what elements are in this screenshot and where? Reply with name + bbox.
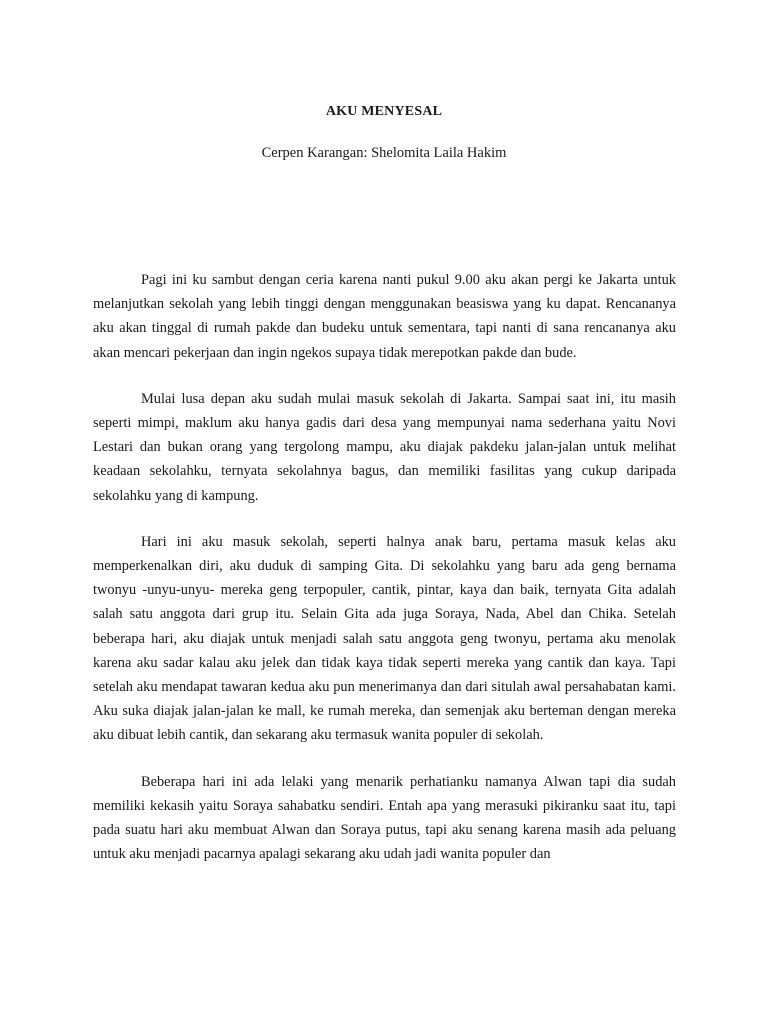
paragraph-4: Beberapa hari ini ada lelaki yang menarik perhatianku namanya Alwan tapi dia sudah memiliki kekasih yaitu Soraya sahabatku sendiri. Entah apa yang merasuki pikiranku saat itu, tapi pada suatu hari aku membuat Alwan dan Soraya putus, tapi aku senang karena masih ada peluang untuk aku menjadi pacarnya apalagi sekarang aku udah jadi wanita populer dan <box>93 773 676 863</box>
paragraph-1: Pagi ini ku sambut dengan ceria karena nanti pukul 9.00 aku akan pergi ke Jakarta untuk melanjutkan sekolah yang lebih tinggi dengan menggunakan beasiswa yang ku dapat. Rencananya aku akan tinggal di rumah pakde dan budeku untuk sementara, tapi nanti di sana rencananya aku akan mencari pekerjaan dan ingin ngekos supaya tidak merepotkan pakde dan bude. <box>93 272 676 361</box>
paragraph-2: Mulai lusa depan aku sudah mulai masuk sekolah di Jakarta. Sampai saat ini, itu masih seperti mimpi, maklum aku hanya gadis dari desa yang mempunyai nama sederhana yaitu Novi Lestari dan bukan orang yang tergolong mampu, aku diajak pakdeku jalan-jalan untuk melihat keadaan sekolahku, ternyata sekolahnya bagus, dan memiliki fasilitas yang cukup daripada sekolahku yang di kampung. <box>93 390 676 504</box>
story-body <box>93 268 676 888</box>
story-author-line: Cerpen Karangan: Shelomita Laila Hakim <box>261 145 507 161</box>
paragraph-3: Hari ini aku masuk sekolah, seperti halnya anak baru, pertama masuk kelas aku memperkenalkan diri, aku duduk di samping Gita. Di sekolahku yang baru ada geng bernama twonyu -unyu-unyu- mereka geng terpopuler, cantik, pintar, kaya dan baik, ternyata Gita adalah salah satu anggota dari grup itu. Selain Gita ada juga Soraya, Nada, Abel dan Chika. Setelah beberapa hari, aku diajak untuk menjadi salah satu anggota geng twonyu, pertama aku menolak karena aku sadar kalau aku jelek dan tidak kaya tidak seperti mereka yang cantik dan kaya. Tapi setelah aku mendapat tawaran kedua aku pun menerimanya dan dari situlah awal persahabatan kami. Aku suka diajak jalan-jalan ke mall, ke rumah mereka, dan semenjak aku berteman dengan mereka aku dibuat lebih cantik, dan sekarang aku termasuk wanita populer di sekolah. <box>93 533 676 744</box>
story-title: AKU MENYESAL <box>325 104 443 119</box>
